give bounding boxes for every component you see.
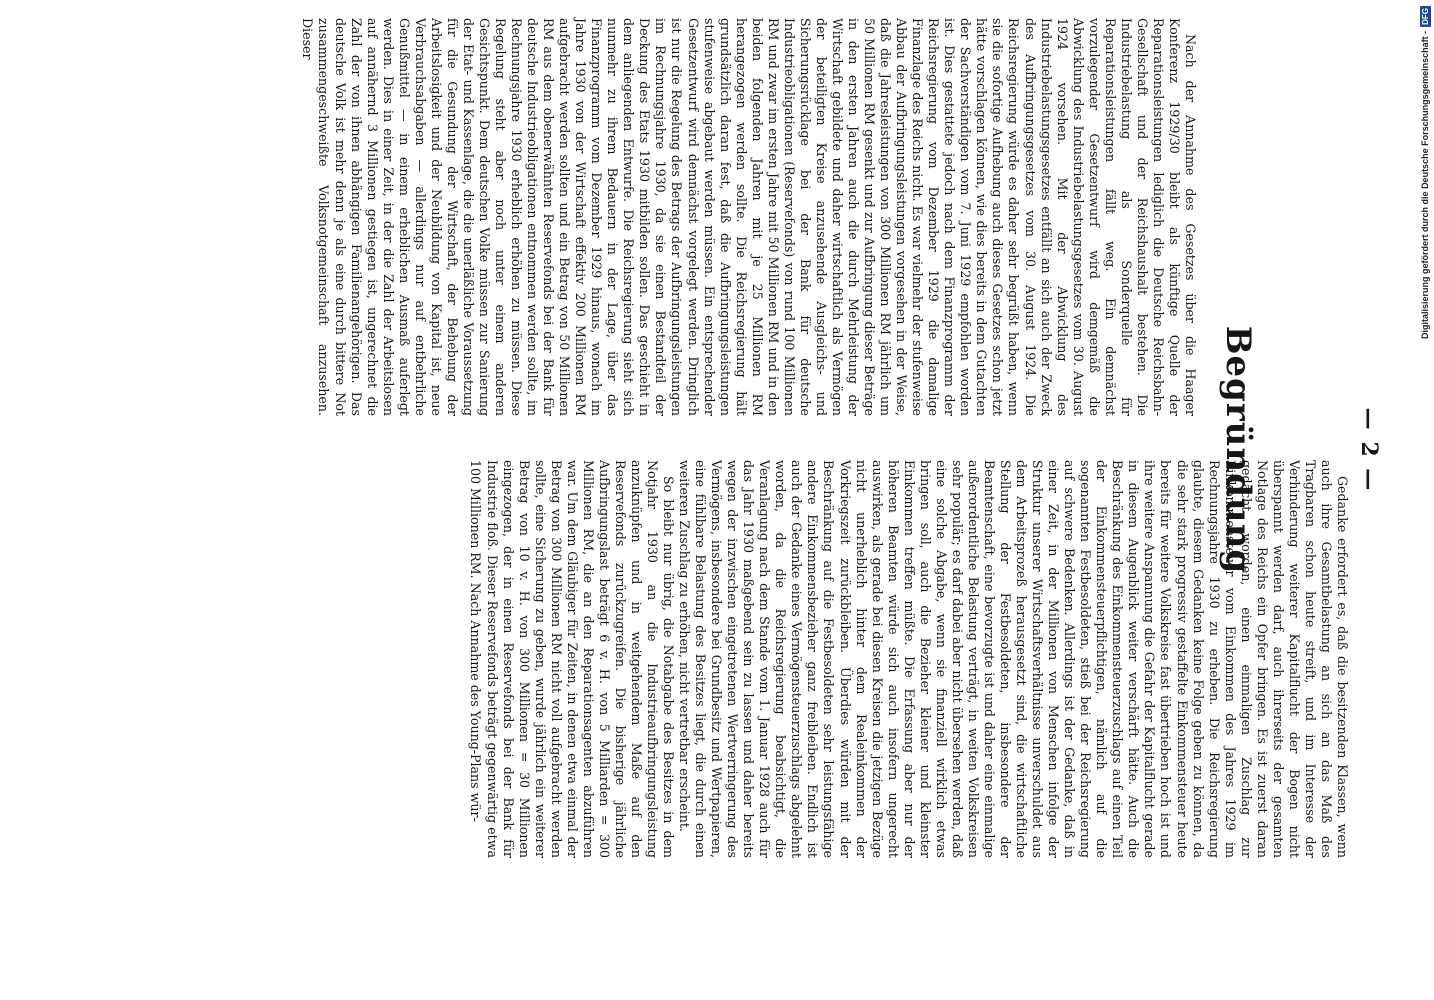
dfg-logo: DFG [1420, 8, 1430, 25]
paragraph: Nach der Annahme des Gesetzes über die Haager Konferenz 1929/30 bleibt als künftige Quelle der Reparationsleistungen lediglich die Deutsche Reichsbahn-Gesellschaft und der Reichshaushalt bestehen. Die Industriebelastung als Sonderquelle für Reparationsleistungen fällt weg. Ein demnächst vorzulegender Gesetzentwurf wird demgemäß die Abwicklung des Industriebelastungsgesetzes vom 30. August 1924 vorsehen. Mit der Abwicklung des Industriebelastungsgesetzes entfällt an sich auch der Zweck des Aufbringungsgesetzes vom 30. August 1924. Die Reichsregierung würde es daher sehr begrüßt haben, wenn sie die sofortige Aufhebung auch dieses Gesetzes schon jetzt hätte vorschlagen können, wie dies bereits in dem Gutachten der Sachverständigen vom 7. Juni 1929 empfohlen worden ist. Dies gestattete jedoch nach dem Finanzprogramm der Reichsregierung vom Dezember 1929 die damalige Finanzlage des Reichs nicht. Es war vielmehr der stufenweise Abbau der Aufbringungsleistungen vorgesehen in der Weise, daß die Jahresleistungen von 300 Millionen RM jährlich um 50 Millionen RM gesenkt und zur Aufbringung dieser Beträge in den ersten Jahren auch die durch Mehrleistung der Wirtschaft gebildete und daher wirtschaftlich als Vermögen der beteiligten Kreise anzusehende Ausgleichs- und Sicherungsrücklage bei der Bank für deutsche Industrieobligationen (Reservefonds) von rund 100 Millionen RM und zwar im ersten Jahre mit 50 Millionen RM und in den beiden folgenden Jahren mit je 25 Millionen RM herangezogen werden sollte. Die Reichsregierung hält grundsätzlich daran fest, daß die Aufbringungsleistungen stufenweise abgebaut werden müssen. Ein entsprechender Gesetzentwurf wird demnächst vorgelegt werden. Dringlich ist nur die Regelung des Betrags der Aufbringungsleistungen im Rechnungsjahre 1930, da sie einen Bestandteil der Deckung des Etats 1930 mitbilden sollen. Das geschieht in dem anliegenden Entwurfe. Die Reichsregierung sieht sich nunmehr zu ihrem Bedauern in der Lage, über das Finanzprogramm vom Dezember 1929 hinaus, wonach im Jahre 1930 von der Wirtschaft effektiv 200 Millionen RM aufgebracht werden sollten und ein Betrag von 50 Millionen RM aus dem obenerwähnten Reservefonds bei der Bank für deutsche Industrieobligationen entnommen werden sollte, im Rechnungsjahre 1930 erheblich erhöhen zu müssen. Diese Regelung steht aber noch unter einem anderen Gesichtspunkt. Dem deutschen Volke müssen zur Sanierung der Etat- und Kassenlage, die die unerläßliche Voraussetzung für die Gesundung der Wirtschaft, der Behebung der Arbeitslosigkeit und der Neubildung von Kapital ist, neue Verbrauchsabgaben — allerdings nur auf entbehrliche Genußmittel — in einem erheblichen Ausmaß auferlegt werden. Dies in einer Zeit, in der die Zahl der Arbeitslosen auf annähernd 3 Millionen gestiegen ist, ungerechnet die Zahl der von ihnen abhängigen Familienangehörigen. Das deutsche Volk ist mehr denn je als eine durch bittere Not zusammengeschweißte Volksnotgemeinschaft anzusehen. Dieser [300, 18, 1198, 416]
digitization-note-text: Digitalisierung gefördert durch die Deutsche Forschungsgemeinschaft - [1420, 30, 1430, 339]
paragraph: So bleibt nur übrig, die Notabgabe des Besitzes in dem Notjahr 1930 an die Industrieaufbringungsleistung anzuknüpfen und in weitgehendem Maße auf den Reservefonds zurückzugreifen. Die bisherige jährliche Aufbringungslast beträgt 6 v. H. von 5 Milliarden = 300 Millionen RM, die an den Reparationsagenten abzuführen war. Um dem Gläubiger für Zeiten, in denen etwa einmal der Betrag von 300 Millionen RM nicht voll aufgebracht werden sollte, eine Sicherung zu geben, wurde jährlich ein weiterer Betrag von 10 v. H. von 300 Millionen = 30 Millionen eingezogen, der in einen Reservefonds bei der Bank für Industrie floß. Dieser Reservefonds beträgt gegenwärtig etwa 100 Millionen RM. Nach Annahme des Young-Plans wür- [468, 460, 677, 858]
page-heading: Begründung [1218, 325, 1258, 575]
digitization-note [1418, 6, 1432, 396]
right-text-column [468, 460, 1350, 858]
page-number: — 2 — [1356, 407, 1382, 493]
left-text-column [300, 18, 1198, 416]
paragraph: Gedanke erfordert es, daß die besitzenden Klassen, wenn auch ihre Gesamtbelastung an sich an das Maß des Tragbaren schon heute streift, und im Interesse der Verhinderung weiterer Kapitalflucht der Bogen nicht überspannt werden darf, auch ihrerseits der gesamten Notlage des Reichs ein Opfer bringen. Es ist zuerst daran gedacht worden, einen einmaligen Zuschlag zur Einkommensteuer vom Einkommen des Jahres 1929 im Rechnungsjahre 1930 zu erheben. Die Reichsregierung glaubte, diesem Gedanken keine Folge geben zu können, da die sehr stark progressiv gestaffelte Einkommensteuer heute bereits für weitere Volkskreise fast übertrieben hoch ist und ihre weitere Anspannung die Gefahr der Kapitalflucht gerade in diesem Augenblick weiter verschärft hätte. Auch die Beschränkung des Einkommensteuerzuschlags auf einen Teil der Einkommensteuerpflichtigen, nämlich auf die sogenannten Festbesoldeten, stieß bei der Reichsregierung auf schwere Bedenken. Allerdings ist der Gedanke, daß in einer Zeit, in der Millionen von Menschen infolge der Struktur unserer Wirtschaftsverhältnisse unverschuldet aus dem Arbeitsprozeß herausgesetzt sind, die wirtschaftliche Stellung der Festbesoldeten, insbesondere der Beamtenschaft, eine bevorzugte ist und daher eine einmalige außerordentliche Belastung verträgt, in weiten Volkskreisen sehr populär; es darf dabei aber nicht übersehen werden, daß eine solche Abgabe, wenn sie finanziell wirklich etwas bringen soll, auch die Bezieher kleiner und kleinster Einkommen treffen müßte. Die Erfassung aber nur der höheren Beamten würde sich auch insofern ungerecht auswirken, als gerade bei diesen Kreisen die jetzigen Bezüge nicht unerheblich hinter dem Realeinkommen der Vorkriegszeit zurückbleiben. Überdies würden mit der Beschränkung auf die Festbesoldeten sehr leistungsfähige andere Einkommensbezieher ganz freibleiben. Endlich ist auch der Gedanke eines Vermögensteuerzuschlags abgelehnt worden, da die Reichsregierung beabsichtigt, die Veranlagung nach dem Stande vom 1. Januar 1928 auch für das Jahr 1930 maßgebend sein zu lassen und daher bereits wegen der inzwischen eingetretenen Wertverringerung des Vermögens, insbesondere bei Grundbesitz und Wertpapieren, eine fühlbare Belastung des Besitzes liegt, die durch einen weiteren Zuschlag zu erhöhen, nicht vertretbar erscheint. [677, 460, 1350, 858]
